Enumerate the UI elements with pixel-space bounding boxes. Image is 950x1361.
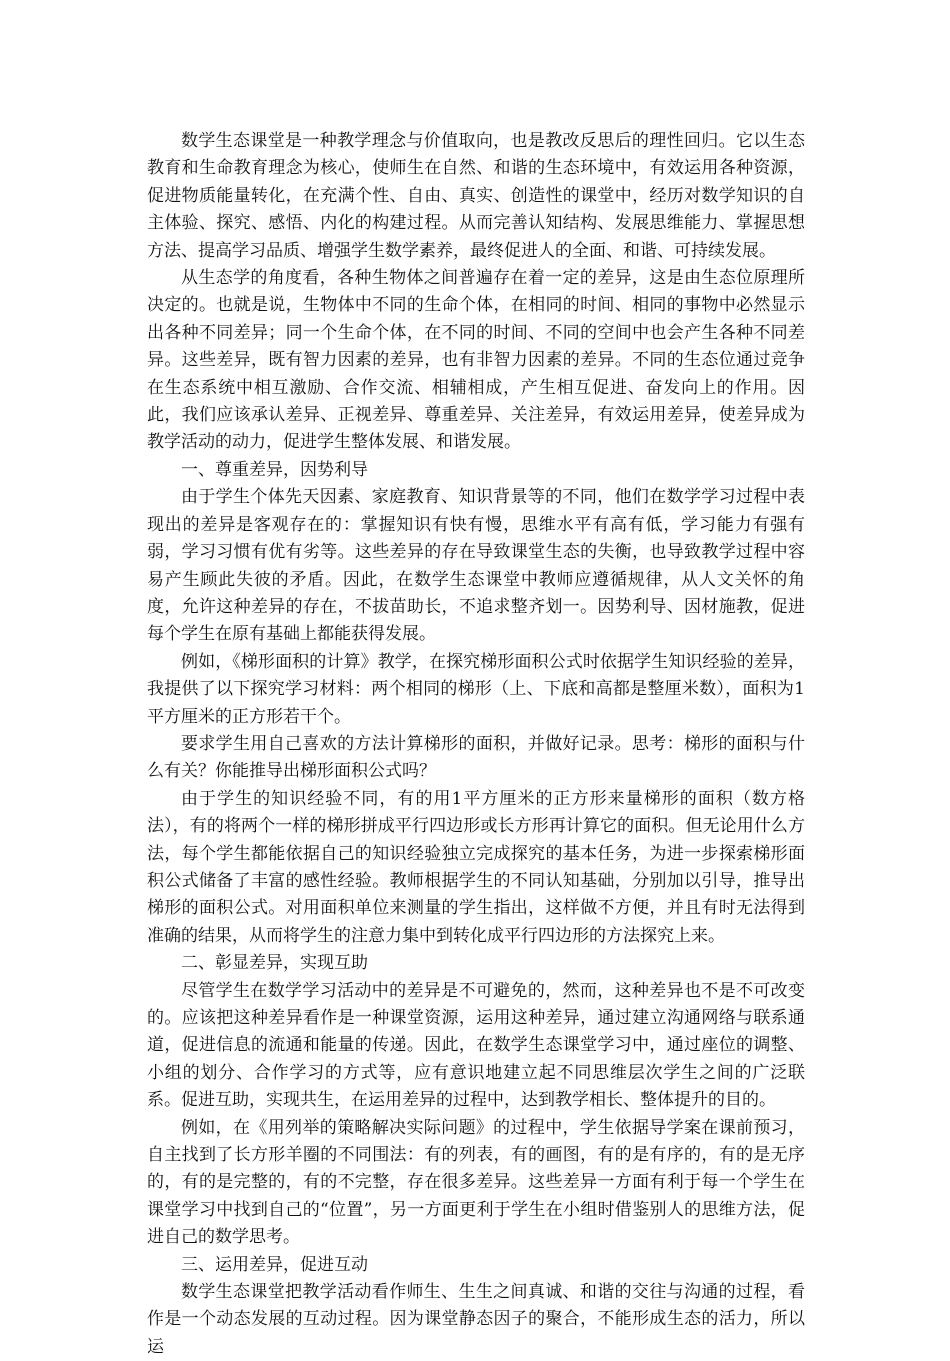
paragraph-section2-example: 例如，在《用列举的策略解决实际问题》的过程中，学生依据导学案在课前预习，自主找到了长方形羊圈的不同围法：有的列表，有的画图，有的是有序的，有的是无序的，有的是完整的，有的不完整，存在很多差异。这些差异一方面有利于每一个学生在课堂学习中找到自己的“位置”，另一方面更利于学生在小组时借鉴别人的思维方法，促进自己的数学思考。 xyxy=(147,1117,805,1248)
paragraph-section3-body: 数学生态课堂把教学活动看作师生、生生之间真诚、和谐的交往与沟通的过程，看作是一个动态发展的互动过程。因为课堂静态因子的聚合，不能形成生态的活力，所以运 xyxy=(147,1282,805,1357)
section-heading-2: 二、彰显差异，实现互助 xyxy=(181,953,368,974)
paragraph-ecology-view: 从生态学的角度看，各种生物体之间普遍存在着一定的差异，这是由生态位原理所决定的。也就是说，生物体中不同的生命个体，在相同的时间、相同的事物中必然显示出各种不同差异；同一个生命个体，在不同的时间、不同的空间中也会产生各种不同差异。这些差异，既有智力因素的差异，也有非智力因素的差异。不同的生态位通过竞争在生态系统中相互激励、合作交流、相辅相成，产生相互促进、奋发向上的作用。因此，我们应该承认差异、正视差异、尊重差异、关注差异，有效运用差异，使差异成为教学活动的动力，促进学生整体发展、和谐发展。 xyxy=(147,268,805,453)
section-heading-3: 三、运用差异，促进互动 xyxy=(181,1254,368,1275)
paragraph-section1-task: 要求学生用自己喜欢的方法计算梯形的面积，并做好记录。思考：梯形的面积与什么有关？你能推导出梯形面积公式吗？ xyxy=(147,733,805,782)
paragraph-section1-body: 由于学生个体先天因素、家庭教育、知识背景等的不同，他们在数学学习过程中表现出的差异是客观存在的：掌握知识有快有慢，思维水平有高有低，学习能力有强有弱，学习习惯有优有劣等。这些差异的存在导致课堂生态的失衡，也导致教学过程中容易产生顾此失彼的矛盾。因此，在数学生态课堂中教师应遵循规律，从人文关怀的角度，允许这种差异的存在，不拔苗助长，不追求整齐划一。因势利导、因材施教，促进每个学生在原有基础上都能获得发展。 xyxy=(147,487,805,645)
paragraph-section1-analysis: 由于学生的知识经验不同，有的用1平方厘米的正方形来量梯形的面积（数方格法），有的将两个一样的梯形拼成平行四边形或长方形再计算它的面积。但无论用什么方法，每个学生都能依据自己的知识经验独立完成探究的基本任务，为进一步探索梯形面积公式储备了丰富的感性经验。教师根据学生的不同认知基础，分别加以引导，推导出梯形的面积公式。对用面积单位来测量的学生指出，这样做不方便，并且有时无法得到准确的结果，从而将学生的注意力集中到转化成平行四边形的方法探究上来。 xyxy=(147,788,805,946)
document-body xyxy=(147,128,805,1361)
paragraph-section2-body: 尽管学生在数学学习活动中的差异是不可避免的，然而，这种差异也不是不可改变的。应该把这种差异看作是一种课堂资源，运用这种差异，通过建立沟通网络与联系通道，促进信息的流通和能量的传递。因此，在数学生态课堂学习中，通过座位的调整、小组的划分、合作学习的方式等，应有意识地建立起不同思维层次学生之间的广泛联系。促进互助，实现共生，在运用差异的过程中，达到教学相长、整体提升的目的。 xyxy=(147,980,805,1111)
paragraph-section1-example: 例如，《梯形面积的计算》教学，在探究梯形面积公式时依据学生知识经验的差异，我提供了以下探究学习材料：两个相同的梯形（上、下底和高都是整厘米数），面积为1平方厘米的正方形若干个。 xyxy=(147,651,805,727)
section-heading-1: 一、尊重差异，因势利导 xyxy=(181,459,368,480)
paragraph-intro: 数学生态课堂是一种教学理念与价值取向，也是教改反思后的理性回归。它以生态教育和生命教育理念为核心，使师生在自然、和谐的生态环境中，有效运用各种资源，促进物质能量转化，在充满个性、自由、真实、创造性的课堂中，经历对数学知识的自主体验、探究、感悟、内化的构建过程。从而完善认知结构、发展思维能力、掌握思想方法、提高学习品质、增强学生数学素养，最终促进人的全面、和谐、可持续发展。 xyxy=(147,131,805,261)
